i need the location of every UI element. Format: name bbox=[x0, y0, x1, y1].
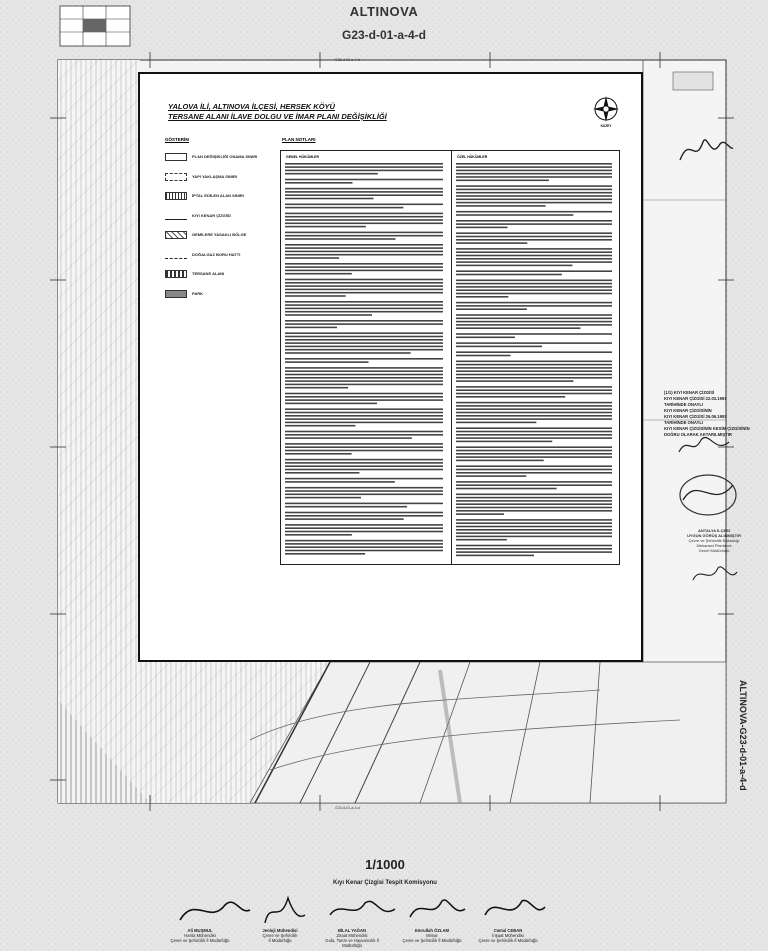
right-note: KIYI KENAR ÇİZGİSİNİN bbox=[664, 408, 712, 413]
signature-block bbox=[250, 928, 310, 943]
signature-name: Ali MUŞMUL bbox=[187, 928, 213, 933]
signature-role: Mimar bbox=[426, 933, 438, 938]
legend-label: PLAN DEĞİŞİKLİĞİ ONAMA SINIRI bbox=[192, 154, 258, 159]
signature-icon bbox=[180, 902, 250, 920]
sheet-code: G23-d-01-a-4-d bbox=[341, 28, 427, 42]
bottom-row-code: G23-d-01-a-4-d bbox=[335, 806, 360, 810]
signature-role: Ziraat Mühendisi bbox=[336, 933, 368, 938]
signature-block bbox=[322, 928, 382, 948]
legend-item bbox=[165, 290, 275, 300]
legend-item bbox=[165, 270, 275, 280]
plan-title bbox=[168, 102, 387, 122]
signature-icon bbox=[675, 430, 735, 460]
notes-divider bbox=[451, 151, 452, 564]
signature-block bbox=[402, 928, 462, 943]
signature-org: Çevre ve Şehircilik İl Müdürlüğü bbox=[170, 938, 230, 943]
stamp-line: ANTALYA İLÇESİ bbox=[698, 528, 730, 533]
legend-label: PARK bbox=[192, 290, 204, 296]
signature-icon bbox=[265, 898, 305, 923]
top-row-code: G23-d-01-a-4-d bbox=[335, 58, 360, 62]
signature-org: Gıda, Tarım ve Hayvancılık İl Müdürlüğü bbox=[325, 938, 379, 948]
signature-block bbox=[478, 928, 538, 943]
signature-icon bbox=[330, 901, 395, 915]
signature-name: Cemal CEBAN bbox=[493, 928, 523, 933]
legend-item bbox=[165, 231, 275, 241]
right-note: DOĞRU OLARAK AKTARILMIŞTIR bbox=[664, 432, 732, 437]
map-title: ALTINOVA bbox=[349, 4, 419, 19]
signature-name: Jeoloji Mühendisi bbox=[262, 928, 298, 933]
legend-label: KIYI KENAR ÇİZGİSİ bbox=[192, 212, 231, 218]
commission-title: Kıyı Kenar Çizgisi Tespit Komisyonu bbox=[333, 880, 437, 886]
right-note: KIYI KENAR ÇİZGİSİ 26.06.1991 bbox=[664, 414, 727, 419]
plan-notes-box bbox=[280, 150, 620, 565]
legend-swatch bbox=[165, 251, 187, 259]
signature-name: BİLAL YAĞAN bbox=[337, 928, 367, 933]
map-scale: 1/1000 bbox=[365, 857, 405, 872]
plan-notes-panel bbox=[138, 72, 643, 662]
signatures-row bbox=[170, 895, 550, 930]
legend-item bbox=[165, 251, 275, 261]
plan-title-line1: YALOVA İLİ, ALTINOVA İLÇESİ, HERSEK KÖYÜ bbox=[168, 102, 335, 111]
notes-col1-heading: GENEL HÜKÜMLER bbox=[286, 155, 319, 159]
signature-org: Çevre ve Şehircilik İl Müdürlüğü bbox=[402, 938, 462, 943]
signature-icon bbox=[410, 900, 465, 917]
signature-org: İl Müdürlüğü bbox=[268, 938, 292, 943]
legend-item bbox=[165, 153, 275, 163]
legend-swatch bbox=[165, 173, 187, 181]
stamp-line: Mekansal Planlama bbox=[696, 543, 732, 548]
signature-icon bbox=[485, 900, 545, 915]
legend-item bbox=[165, 192, 275, 202]
right-note: KIYI KENAR ÇİZGİSİ 22.03.1991 bbox=[664, 396, 727, 401]
right-note: KIYI KENAR ÇİZGİSİNİN KESİM ÇİZGİSİNİN bbox=[664, 426, 750, 431]
seal-stamp-icon bbox=[668, 470, 748, 520]
notes-col2-text bbox=[456, 163, 616, 561]
legend-swatch bbox=[165, 153, 187, 161]
stamp-line: Çevre ve Şehircilik Bakanlığı bbox=[688, 538, 740, 543]
legend-label: İPTAL EDİLEN ALAN SINIRI bbox=[192, 193, 244, 198]
legend-item bbox=[165, 173, 275, 183]
plan-title-line2: TERSANE ALANI İLAVE DOLGU VE İMAR PLANI DEĞİŞİKLİĞİ bbox=[168, 112, 387, 121]
vertical-sheet-title: ALTINOVA-G23-d-01-a-4-d bbox=[738, 680, 748, 791]
signature-name: Emrullah ÖZLAM bbox=[415, 928, 449, 933]
legend-swatch bbox=[165, 290, 187, 298]
signature-role: İnşaat Mühendisi bbox=[492, 933, 524, 938]
notes-heading: PLAN NOTLARI bbox=[282, 137, 316, 142]
right-note: TARİHİNDE ONAYLI bbox=[664, 402, 704, 407]
notes-col2-heading: ÖZEL HÜKÜMLER bbox=[457, 155, 488, 159]
right-note: (1/1) KIYI KENAR ÇİZGİSİ bbox=[664, 390, 715, 395]
signature-role: Harita Mühendisi bbox=[184, 933, 216, 938]
legend-label: TERSANE ALANI bbox=[192, 271, 225, 276]
north-label: KUZEY bbox=[600, 124, 612, 128]
signature-icon bbox=[675, 130, 735, 170]
notes-col1-text bbox=[285, 163, 448, 561]
signature-role: Çevre ve Şehircilik bbox=[262, 933, 298, 938]
legend-label: DOĞALGAZ BORU HATTI bbox=[192, 251, 241, 257]
signature-block bbox=[170, 928, 230, 943]
legend-swatch bbox=[165, 212, 187, 220]
legend-heading: GÖSTERİM bbox=[165, 137, 190, 142]
legend-label: GEMİLERE YASAKLI BÖLGE bbox=[192, 232, 247, 237]
legend-swatch bbox=[165, 192, 187, 200]
stamp-line: Genel Müdürlüğü bbox=[698, 548, 730, 553]
signature-org: Çevre ve Şehircilik İl Müdürlüğü bbox=[478, 938, 538, 943]
signature-icon bbox=[690, 560, 740, 590]
approval-stamp bbox=[664, 528, 764, 553]
legend-swatch bbox=[165, 270, 187, 278]
north-arrow-icon bbox=[591, 94, 621, 124]
legend-swatch bbox=[165, 231, 187, 239]
right-note: TARİHİNDE ONAYLI bbox=[664, 420, 704, 425]
stamp-line: UYGUN GÖRÜŞ ALINMIŞTIR bbox=[686, 533, 742, 538]
legend-item bbox=[165, 212, 275, 222]
legend-label: YAPI YAKLAŞMA SINIRI bbox=[192, 173, 238, 179]
